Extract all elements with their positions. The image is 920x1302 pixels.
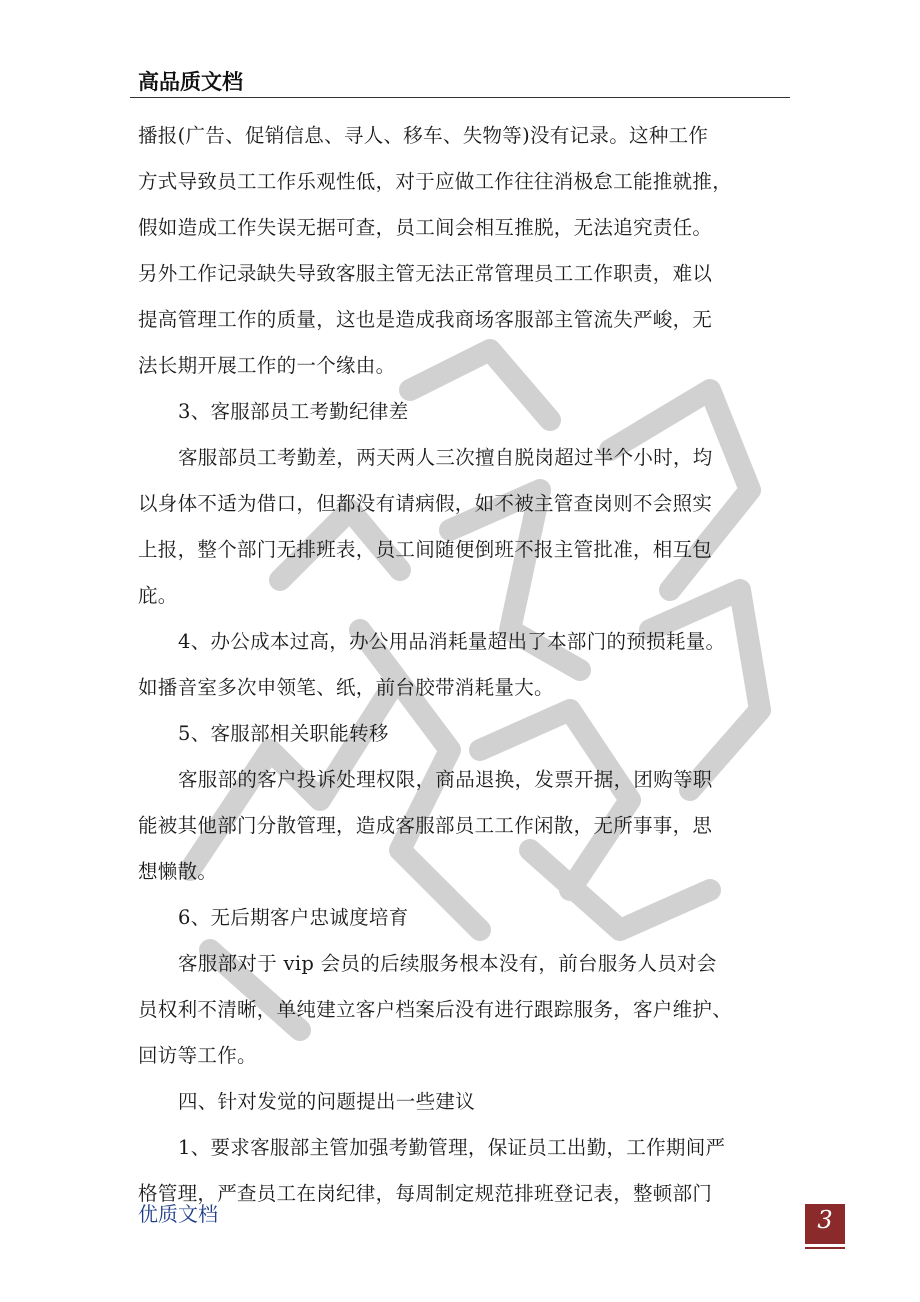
text-line: 6、无后期客户忠诚度培育 [178,906,409,929]
text-line: 以身体不适为借口，但都没有请病假，如不被主管查岗则不会照实 [138,492,713,515]
page-header-title: 高品质文档 [138,70,243,94]
text-line: 3、客服部员工考勤纪律差 [178,400,409,423]
page-number-badge [805,1204,845,1244]
text-line: 法长期开展工作的一个缘由。 [138,354,396,377]
page-badge-underline [805,1247,845,1249]
text-line: 5、客服部相关职能转移 [178,722,389,745]
text-line: 另外工作记录缺失导致客服主管无法正常管理员工工作职责，难以 [138,262,713,285]
text-line: 方式导致员工工作乐观性低，对于应做工作往往消极怠工能推就推， [138,170,733,193]
text-line: 想懒散。 [138,860,218,883]
text-line: 庇。 [138,584,178,607]
text-line: 格管理，严查员工在岗纪律，每周制定规范排班登记表，整顿部门 [138,1182,713,1205]
document-body [138,113,778,1217]
footer-title: 优质文档 [138,1202,218,1226]
text-line: 4、办公成本过高，办公用品消耗量超出了本部门的预损耗量。 [178,630,726,653]
text-line: 四、针对发觉的问题提出一些建议 [178,1090,476,1113]
text-line: 员权利不清晰，单纯建立客户档案后没有进行跟踪服务，客户维护、 [138,998,733,1021]
text-line: 能被其他部门分散管理，造成客服部员工工作闲散，无所事事，思 [138,814,713,837]
page-number: 3 [817,1206,833,1234]
text-line: 客服部的客户投诉处理权限，商品退换，发票开据，团购等职 [178,768,713,791]
text-line: 如播音室多次申领笔、纸，前台胶带消耗量大。 [138,676,554,699]
text-line: 提高管理工作的质量，这也是造成我商场客服部主管流失严峻，无 [138,308,713,331]
text-line: 回访等工作。 [138,1044,257,1067]
text-line: 客服部员工考勤差，两天两人三次擅自脱岗超过半个小时，均 [178,446,713,469]
text-line: 客服部对于 vip 会员的后续服务根本没有，前台服务人员对会 [178,952,717,975]
text-line: 播报(广告、促销信息、寻人、移车、失物等)没有记录。这种工作 [138,124,709,147]
header-divider [130,97,790,98]
text-line: 上报，整个部门无排班表，员工间随便倒班不报主管批准，相互包 [138,538,713,561]
text-line: 假如造成工作失误无据可查，员工间会相互推脱，无法追究责任。 [138,216,713,239]
text-line: 1、要求客服部主管加强考勤管理，保证员工出勤，工作期间严 [178,1136,726,1159]
